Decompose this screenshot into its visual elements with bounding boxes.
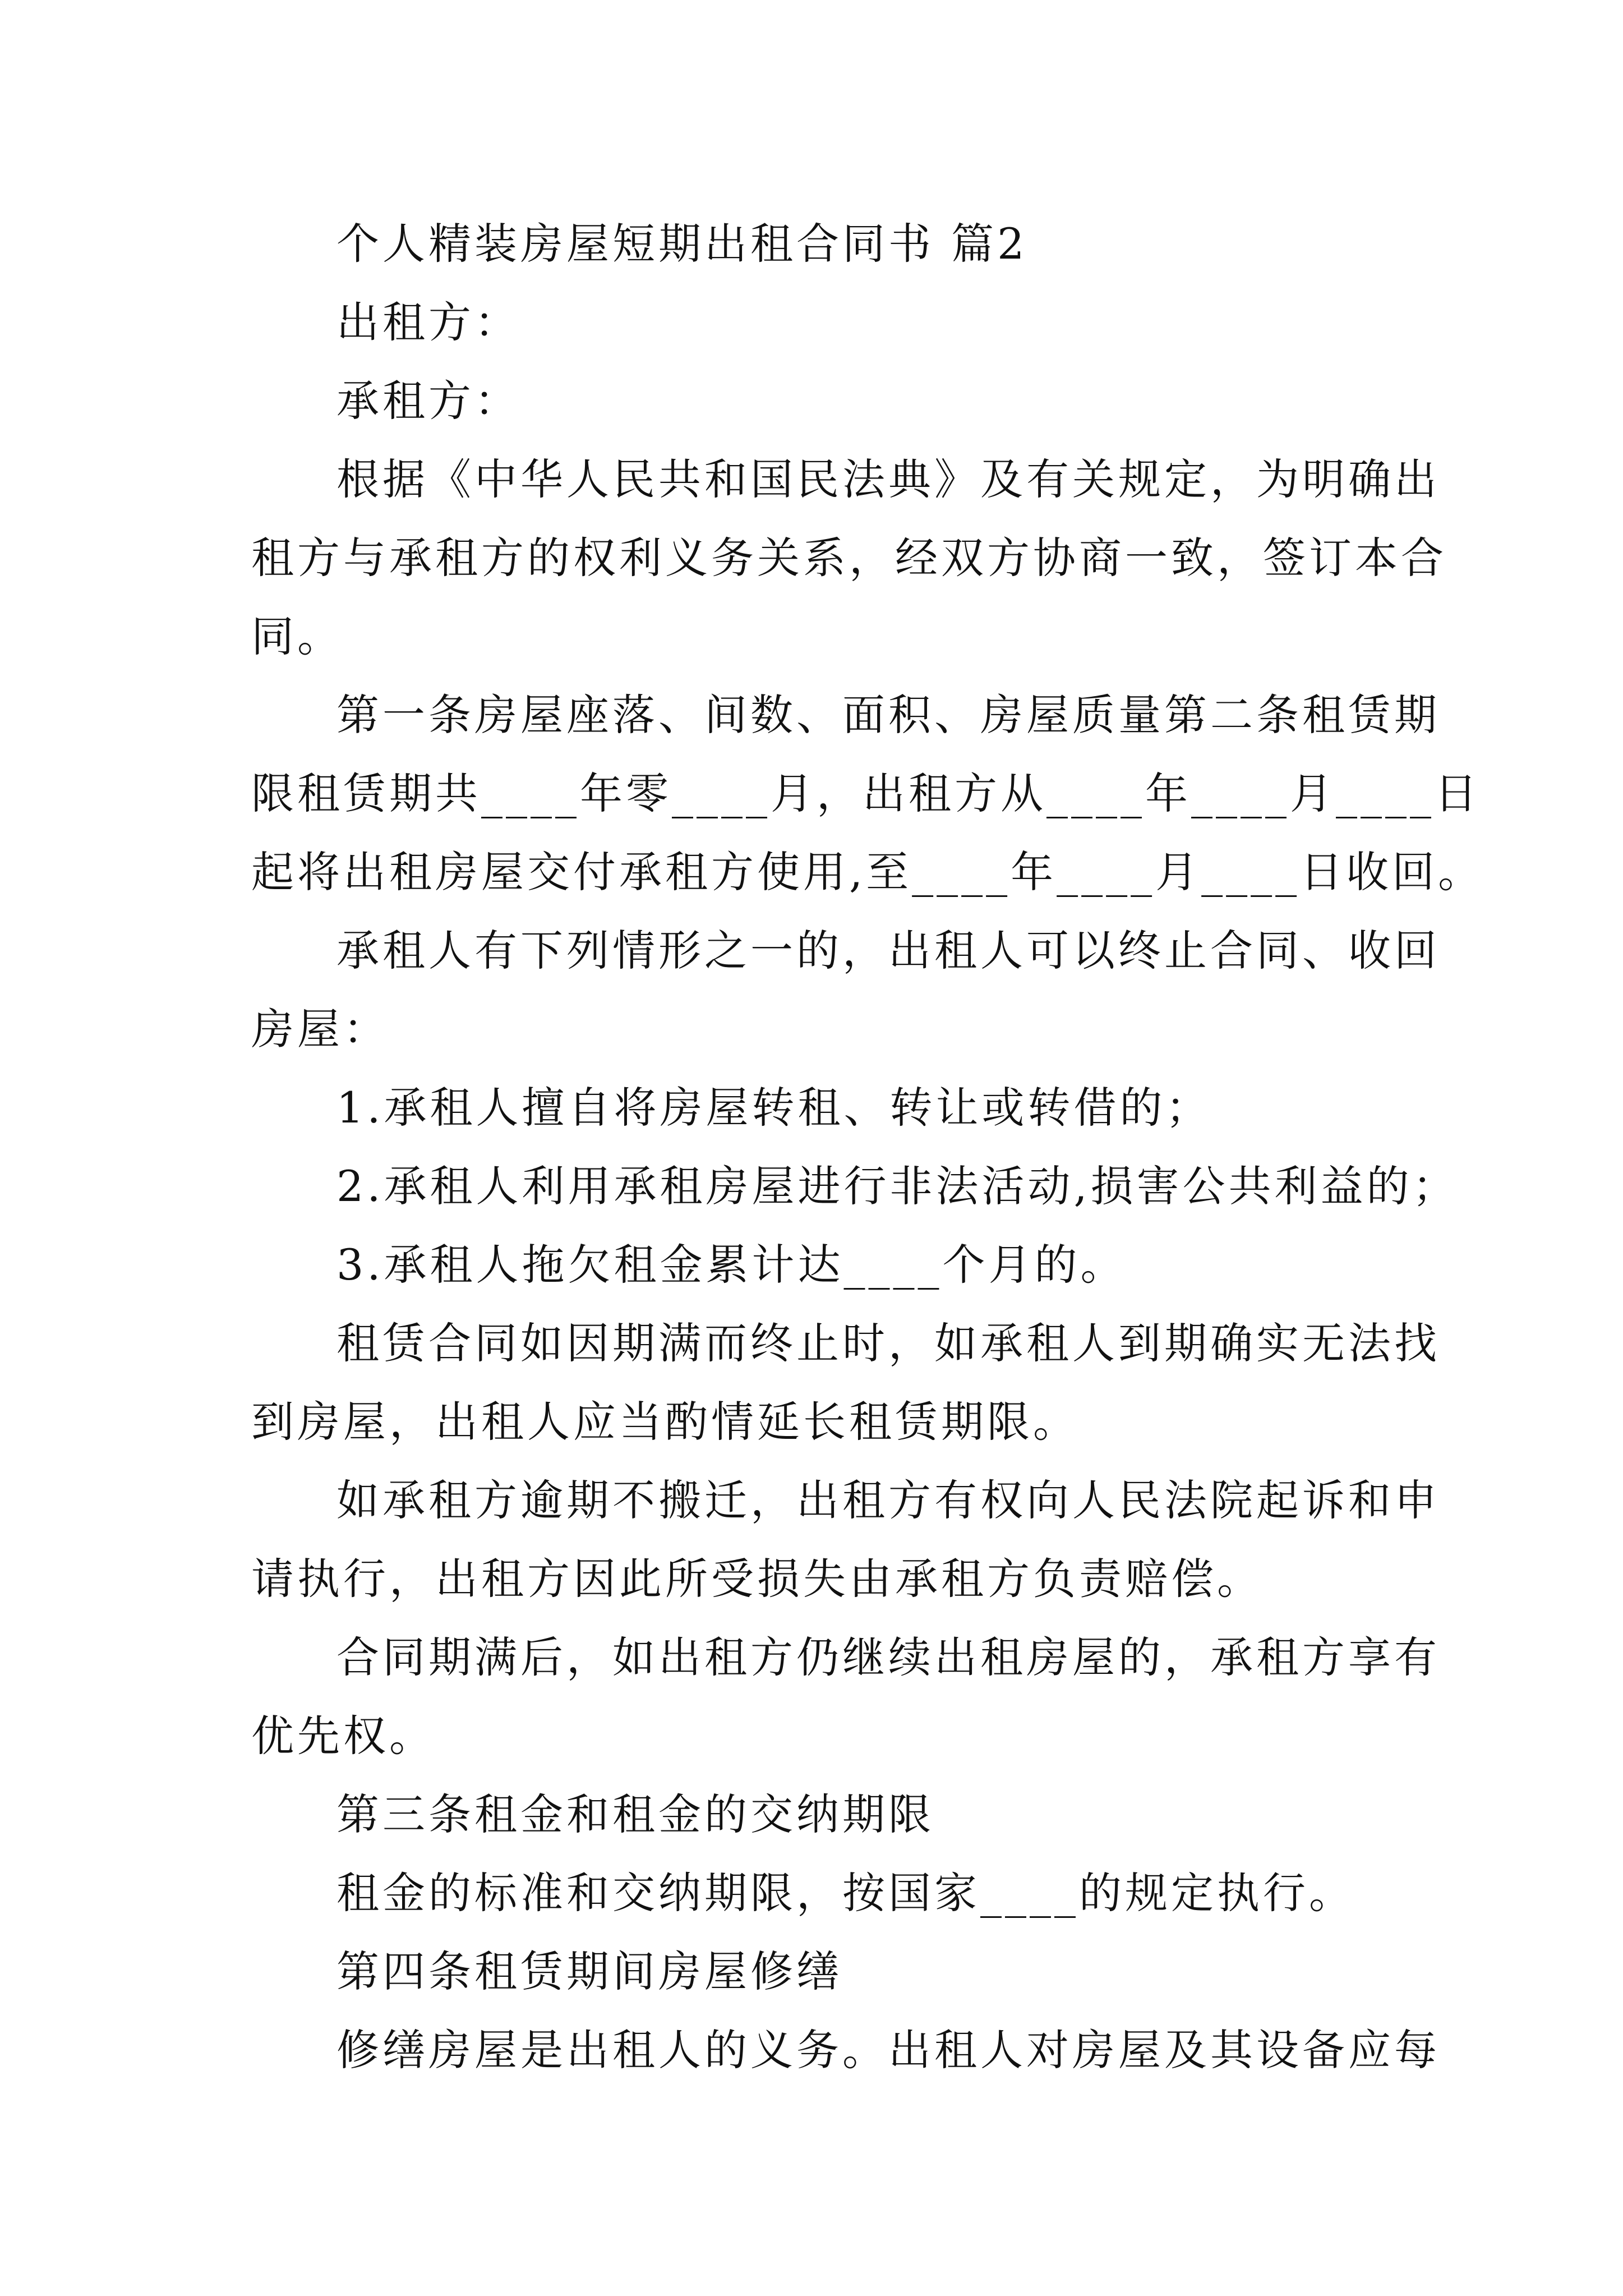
paragraph-line: 优先权。	[251, 1711, 435, 1761]
paragraph-line: 同。	[251, 611, 343, 661]
paragraph-line: 租金的标准和交纳期限，按国家____的规定执行。	[336, 1868, 1355, 1918]
paragraph-line: 请执行，出租方因此所受损失由承租方负责赔偿。	[251, 1554, 1263, 1604]
paragraph-line: 修缮房屋是出租人的义务。出租人对房屋及其设备应每	[336, 2025, 1440, 2075]
section-heading: 第四条租赁期间房屋修缮	[336, 1947, 842, 1996]
paragraph-line: 起将出租房屋交付承租方使用,至____年____月____日收回。	[251, 847, 1484, 897]
document-title: 个人精装房屋短期出租合同书 篇2	[336, 219, 1028, 269]
list-item: 3.承租人拖欠租金累计达____个月的。	[336, 1240, 1127, 1290]
lessor-label: 出租方：	[336, 297, 520, 347]
paragraph-line: 租方与承租方的权利义务关系，经双方协商一致，签订本合	[251, 533, 1447, 583]
paragraph-line: 到房屋，出租人应当酌情延长租赁期限。	[251, 1397, 1079, 1447]
list-item: 2.承租人利用承租房屋进行非法活动,损害公共利益的；	[336, 1161, 1459, 1211]
paragraph-line: 租赁合同如因期满而终止时，如承租人到期确实无法找	[336, 1318, 1440, 1368]
paragraph-line: 第一条房屋座落、间数、面积、房屋质量第二条租赁期	[336, 690, 1440, 740]
paragraph-line: 如承租方逾期不搬迁，出租方有权向人民法院起诉和申	[336, 1475, 1440, 1525]
lessee-label: 承租方：	[336, 376, 520, 426]
paragraph-line: 根据《中华人民共和国民法典》及有关规定，为明确出	[336, 454, 1440, 504]
paragraph-line: 限租赁期共____年零____月，出租方从____年____月____日	[251, 769, 1481, 818]
paragraph-line: 合同期满后，如出租方仍继续出租房屋的，承租方享有	[336, 1632, 1440, 1682]
paragraph-line: 承租人有下列情形之一的，出租人可以终止合同、收回	[336, 926, 1440, 976]
paragraph-line: 房屋：	[251, 1004, 389, 1054]
list-item: 1.承租人擅自将房屋转租、转让或转借的；	[336, 1083, 1212, 1133]
section-heading: 第三条租金和租金的交纳期限	[336, 1789, 934, 1839]
